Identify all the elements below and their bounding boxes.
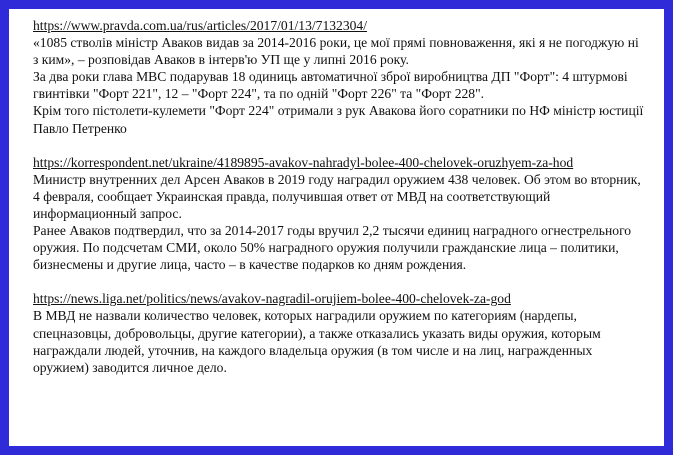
spacer xyxy=(33,137,644,154)
section-korrespondent xyxy=(33,154,644,274)
source-link-liga[interactable]: https://news.liga.net/politics/news/avakov-nagradil-orujiem-bolee-400-chelovek-za-god xyxy=(33,291,511,307)
source-link-korrespondent[interactable]: https://korrespondent.net/ukraine/4189895-avakov-nahradyl-bolee-400-chelovek-oruzhyem-za-hod xyxy=(33,154,574,170)
paragraph-weapons: За два роки глава МВС подарував 18 одиниць автоматичної зброї виробництва ДП "Форт": 4 штурмові гвинтівки "Форт 221", 12 – "Форт 224", та по одній "Форт 226" та "Форт 228". xyxy=(33,69,628,102)
spacer xyxy=(33,273,644,290)
paragraph-2019-awards: Министр внутренних дел Арсен Аваков в 2019 году наградил оружием 438 человек. Об этом во вторник, 4 февраля, сообщает Украинская правда, получившая ответ от МВД на соответствующий информационный запрос. xyxy=(33,171,641,221)
section-pravda xyxy=(33,17,644,137)
section-liga xyxy=(33,290,644,375)
paragraph-mvd-categories: В МВД не назвали количество человек, которых наградили оружием по категориям (нардепы, спецназовцы, добровольцы, другие категории), а также отказались указать виды оружия, которым награждали людей, уточнив, на каждого владельца оружия (в том числе и на лиц, награжденных оружием) заводится личное дело. xyxy=(33,308,601,375)
paragraph-associates: Крім того пістолети-кулемети "Форт 224" отримали з рук Авакова його соратники по НФ міністр юстиції Павло Петренко xyxy=(33,103,644,136)
source-link-pravda[interactable]: https://www.pravda.com.ua/rus/articles/2017/01/13/7132304/ xyxy=(33,18,368,33)
document-content xyxy=(33,17,644,376)
paragraph-quote: «1085 стволів міністр Аваков видав за 2014-2016 роки, це мої прямі повноваження, які я не погоджую ні з ким», – розповідав Аваков в інтерв'ю УП ще у липні 2016 року. xyxy=(33,35,639,68)
paragraph-2014-2017-awards: Ранее Аваков подтвердил, что за 2014-2017 годы вручил 2,2 тысячи единиц наградного огнестрельного оружия. По подсчетам СМИ, около 50% наградного оружия получили гражданские лица – политики, бизнесмены и другие лица, часто – в качестве подарков ко дням рождения. xyxy=(33,223,632,273)
